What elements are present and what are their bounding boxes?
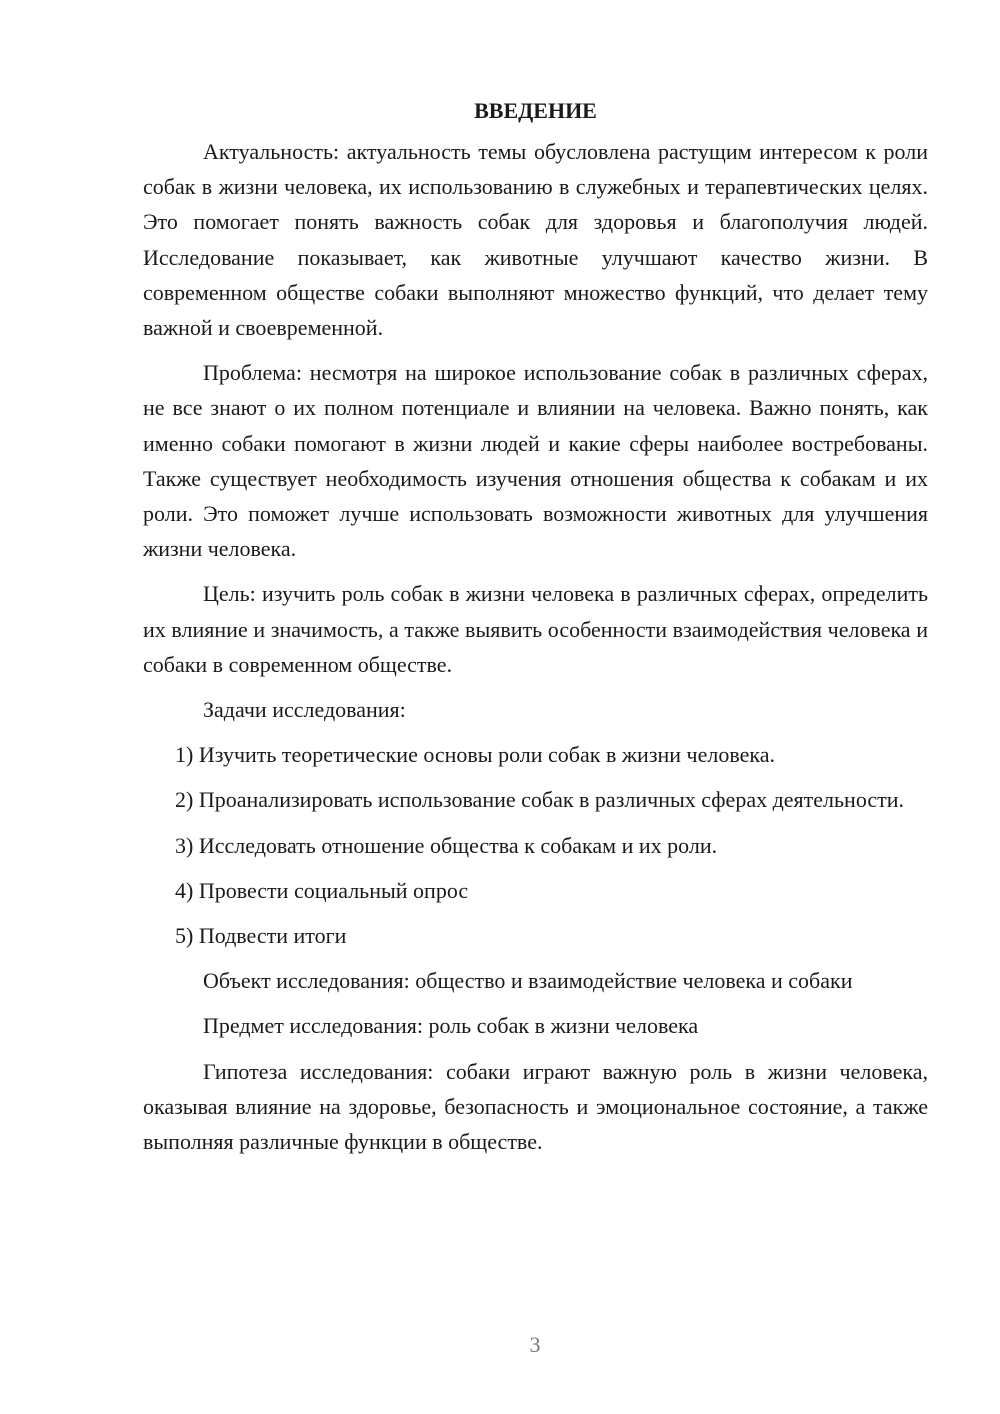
paragraph-object: Объект исследования: общество и взаимодействие человека и собаки [203, 968, 853, 994]
paragraph-subject: Предмет исследования: роль собак в жизни человека [203, 1013, 699, 1039]
page-content [143, 93, 928, 1169]
page-number: 3 [529, 1332, 541, 1357]
paragraph-relevance: Актуальность: актуальность темы обусловлена растущим интересом к роли собак в жизни человека, их использованию в служебных и терапевтических целях. Это помогает понять важность собак для здоровья и благополучия людей. Исследование показывает, как животные улучшают качество жизни. В современном обществе собаки выполняют множество функций, что делает тему важной и своевременной. [143, 139, 928, 341]
list-item: 4) Провести социальный опрос [175, 877, 469, 903]
tasks-list [143, 737, 928, 953]
list-item: 3) Исследовать отношение общества к собакам и их роли. [175, 832, 718, 858]
page-title: ВВЕДЕНИЕ [474, 98, 597, 123]
list-item: 2) Проанализировать использование собак в различных сферах деятельности. [175, 787, 905, 813]
tasks-heading: Задачи исследования: [203, 697, 406, 723]
list-item: 1) Изучить теоретические основы роли собак в жизни человека. [175, 742, 776, 768]
list-item: 5) Подвести итоги [175, 923, 347, 949]
paragraph-problem: Проблема: несмотря на широкое использование собак в различных сферах, не все знают о их полном потенциале и влиянии на человека. Важно понять, как именно собаки помогают в жизни людей и какие сферы наиболее востребованы. Также существует необходимость изучения отношения общества к собакам и их роли. Это поможет лучше использовать возможности животных для улучшения жизни человека. [143, 360, 928, 562]
paragraph-hypothesis: Гипотеза исследования: собаки играют важную роль в жизни человека, оказывая влияние на здоровье, безопасность и эмоциональное состояние, а также выполняя различные функции в обществе. [143, 1058, 928, 1155]
paragraph-goal: Цель: изучить роль собак в жизни человека в различных сферах, определить их влияние и значимость, а также выявить особенности взаимодействия человека и собаки в современном обществе. [143, 581, 928, 677]
